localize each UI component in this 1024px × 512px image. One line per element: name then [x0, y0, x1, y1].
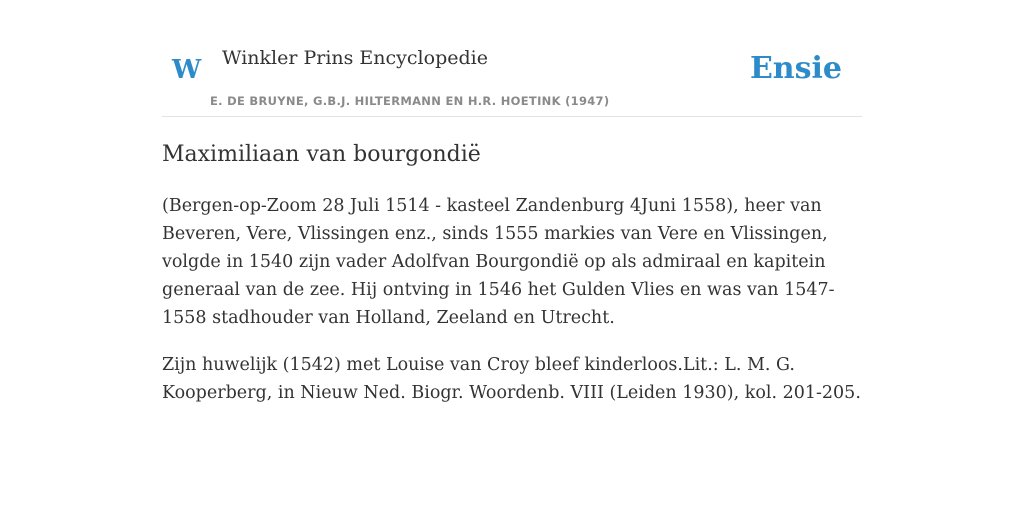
article-paragraph: Zijn huwelijk (1542) met Louise van Croy bleef kinderloos.Lit.: L. M. G. Kooperberg, in Nieuw Ned. Biogr. Woordenb. VIII (Leiden 1930), kol. 201-205. — [162, 355, 861, 403]
article-title: Maximiliaan van bourgondië — [162, 142, 481, 167]
source-title[interactable]: Winkler Prins Encyclopedie — [222, 47, 488, 69]
brand-logo[interactable]: Ensie — [749, 51, 842, 86]
source-logo-icon[interactable]: W — [172, 55, 202, 85]
article-paragraph: (Bergen-op-Zoom 28 Juli 1514 - kasteel Zandenburg 4Juni 1558), heer van Beveren, Vere, Vlissingen enz., sinds 1555 markies van Vere en Vlissingen, volgde in 1540 zijn vader Adolfvan Bourgondië op als admiraal en kapitein generaal van de zee. Hij ontving in 1546 het Gulden Vlies en was van 1547-1558 stadhouder van Holland, Zeeland en Utrecht. — [162, 196, 835, 328]
article-body — [162, 192, 862, 426]
page — [162, 0, 862, 512]
source-header — [162, 0, 862, 117]
source-authors: E. DE BRUYNE, G.B.J. HILTERMANN EN H.R. HOETINK (1947) — [210, 94, 610, 108]
